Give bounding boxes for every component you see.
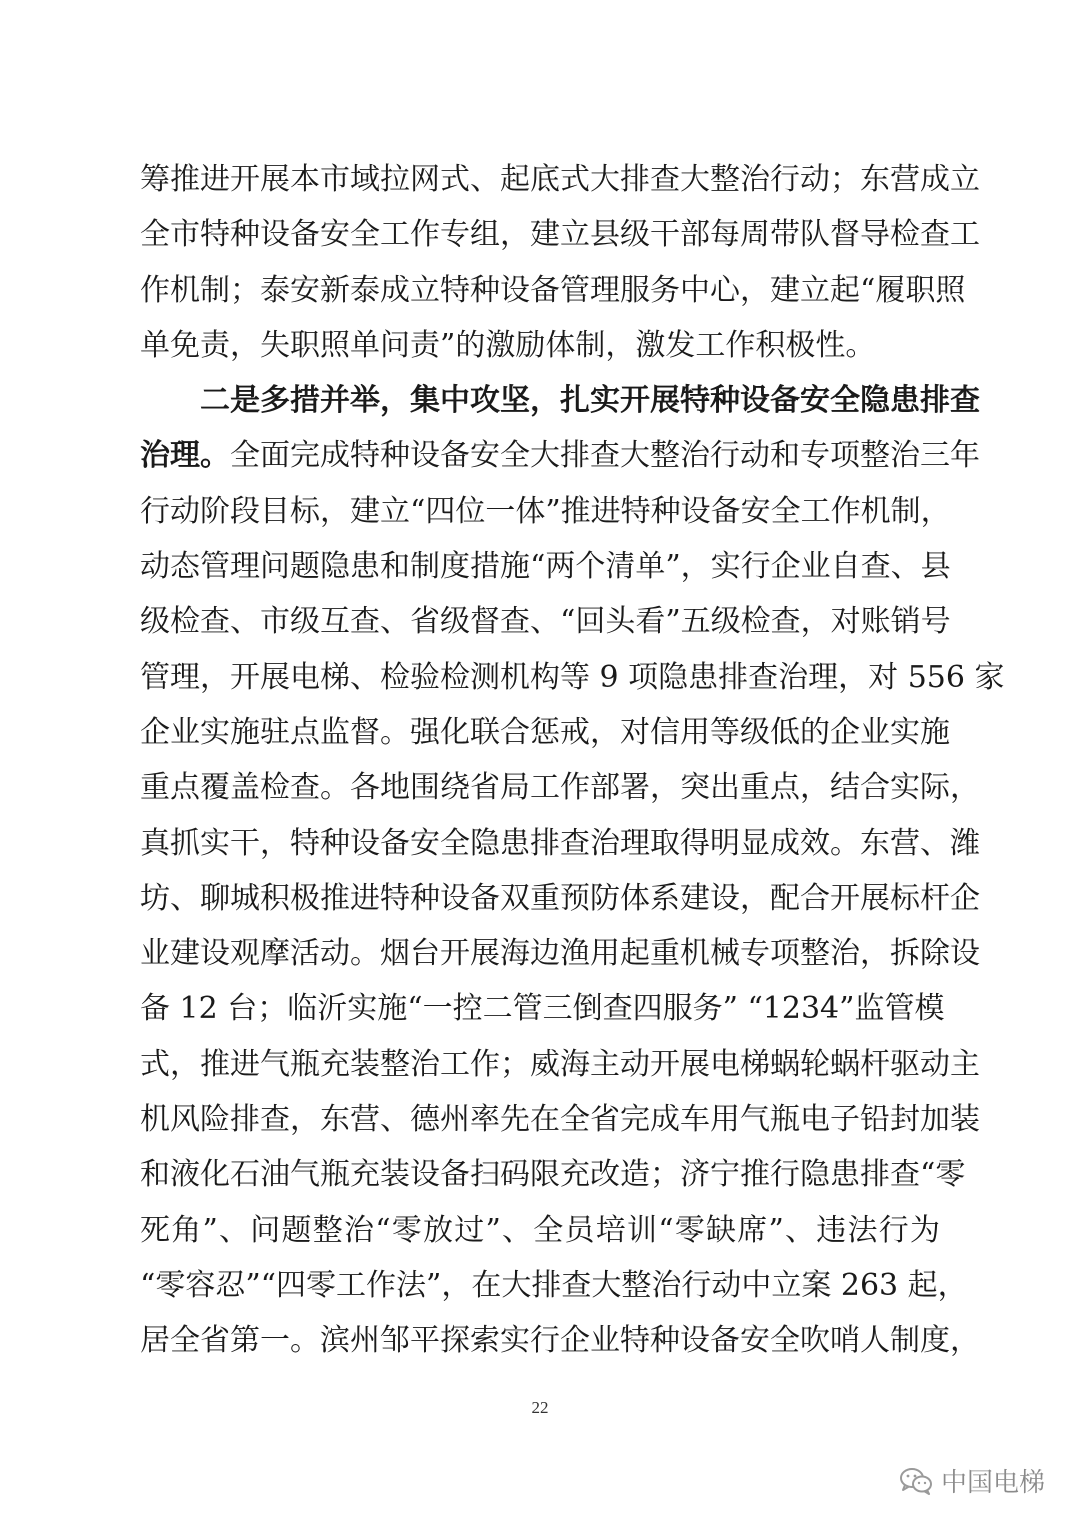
body-text [140,152,1005,1369]
text-line-rest: 全面完成特种设备安全大排查大整治行动和专项整治三年 [230,438,980,474]
section-heading-tail: 治理。 [140,438,230,474]
page-number: 22 [531,1398,549,1417]
text-line: 级检查、市级互查、省级督查、“回头看”五级检查，对账销号 [140,604,951,640]
text-line: 真抓实干，特种设备安全隐患排查治理取得明显成效。东营、潍 [140,825,980,861]
text-line: 管理，开展电梯、检验检测机构等 9 项隐患排查治理，对 556 家 [140,659,1005,695]
text-line: 行动阶段目标，建立“四位一体”推进特种设备安全工作机制， [140,493,951,529]
text-line: 坊、聊城积极推进特种设备双重预防体系建设，配合开展标杆企 [140,880,980,916]
text-line: 作机制；泰安新泰成立特种设备管理服务中心，建立起“履职照 [140,272,966,308]
text-line [140,428,980,483]
text-line: 重点覆盖检查。各地围绕省局工作部署，突出重点，结合实际， [140,770,980,806]
text-line: 动态管理问题隐患和制度措施“两个清单”，实行企业自查、县 [140,549,951,585]
text-line: “零容忍”“四零工作法”，在大排查大整治行动中立案 263 起， [140,1267,968,1303]
text-line: 机风险排查，东营、德州率先在全省完成车用气瓶电子铅封加装 [140,1102,980,1138]
section-heading-line: 二是多措并举，集中攻坚，扎实开展特种设备安全隐患排查 [200,383,980,419]
text-line: 和液化石油气瓶充装设备扫码限充改造；济宁推行隐患排查“零 [140,1157,966,1193]
watermark-label: 中国电梯 [940,1468,1045,1498]
text-line: 筹推进开展本市域拉网式、起底式大排查大整治行动；东营成立 [140,162,980,197]
wechat-icon [899,1467,933,1495]
text-line: 全市特种设备安全工作专组，建立县级干部每周带队督导检查工 [140,217,980,253]
text-line: 死角”、问题整治“零放过”、全员培训“零缺席”、违法行为 [140,1212,940,1248]
text-line: 式，推进气瓶充装整治工作；威海主动开展电梯蜗轮蜗杆驱动主 [140,1046,980,1082]
text-line: 备 12 台；临沂实施“一控二管三倒查四服务” “1234”监管模 [140,991,945,1027]
text-line: 企业实施驻点监督。强化联合惩戒，对信用等级低的企业实施 [140,714,950,750]
text-line: 单免责，失职照单问责”的激励体制，激发工作积极性。 [140,327,876,363]
text-line: 业建设观摩活动。烟台开展海边渔用起重机械专项整治，拆除设 [140,936,980,972]
text-line: 居全省第一。滨州邹平探索实行企业特种设备安全吹哨人制度， [140,1323,980,1359]
watermark [899,1462,1045,1499]
